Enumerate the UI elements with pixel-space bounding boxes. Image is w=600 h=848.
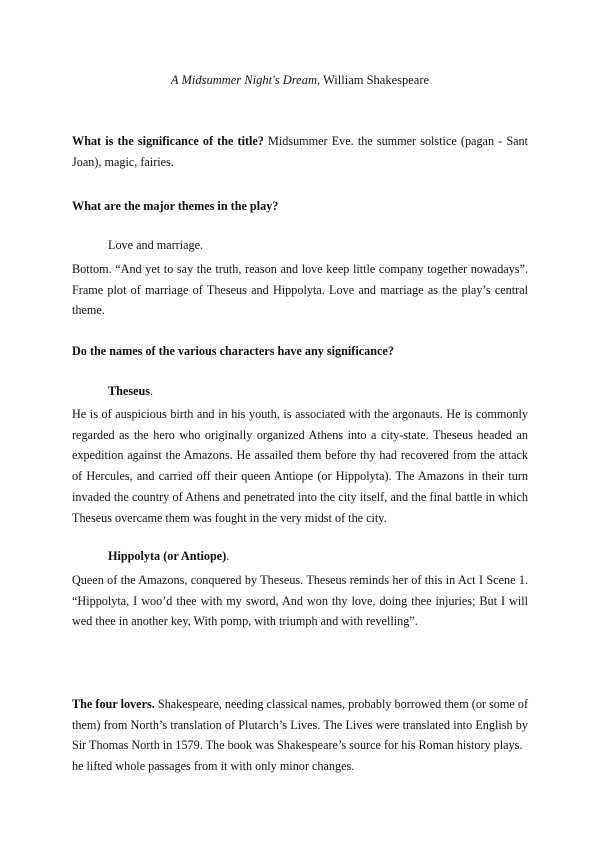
title-author: , William Shakespeare xyxy=(316,73,430,87)
q2-question: What are the major themes in the play? xyxy=(72,199,279,213)
q1-answer: Midsummer Eve. the summer solstice (pagan - Sant Joan), magic, fairies. xyxy=(72,134,528,169)
theseus-heading-punct: . xyxy=(150,384,154,398)
theme-line: theme. xyxy=(72,303,105,318)
theseus-line: invaded the country of Athens and penetrated into the city itself, and the final battle in which xyxy=(72,489,528,504)
lovers-line: he lifted whole passages from it with only minor changes. xyxy=(72,759,355,774)
q2-paragraph xyxy=(72,196,528,217)
hippolyta-body xyxy=(72,570,528,632)
theseus-heading-name: Theseus xyxy=(108,384,150,398)
hippolyta-heading-punct: . xyxy=(226,549,230,563)
lovers-first-line xyxy=(72,694,528,715)
theme-line: Frame plot of marriage of Theseus and Hippolyta. Love and marriage as the play’s central xyxy=(72,282,528,297)
q1-question: What is the significance of the title? xyxy=(72,134,264,148)
theme-line: Bottom. “And yet to say the truth, reason and love keep little company together nowadays”. xyxy=(72,262,528,276)
theme-heading: Love and marriage. xyxy=(108,238,204,252)
hippolyta-line: wed thee in another key, With pomp, with triumph and with revelling”. xyxy=(72,614,418,629)
theme-body xyxy=(72,259,528,321)
q1-paragraph xyxy=(72,131,528,172)
lovers-heading: The four lovers. xyxy=(72,697,155,711)
q3-question: Do the names of the various characters have any significance? xyxy=(72,344,394,358)
theseus-line: Theseus overcame them was fought in the very midst of the city. xyxy=(72,510,387,525)
lovers-body xyxy=(72,694,528,777)
lovers-line: them) from North’s translation of Plutarch’s Lives. The Lives were translated into English by xyxy=(72,717,528,732)
theseus-line: of Hercules, and carried off their queen Antiope (or Hippolyta). The Amazons in their turn xyxy=(72,469,528,484)
hippolyta-heading xyxy=(108,549,229,564)
document-title xyxy=(0,73,600,88)
theseus-heading xyxy=(108,384,153,399)
theseus-line: He is of auspicious birth and in his youth, is associated with the argonauts. He is commonly xyxy=(72,407,528,421)
hippolyta-heading-name: Hippolyta (or Antiope) xyxy=(108,549,227,563)
hippolyta-line: “Hippolyta, I woo’d thee with my sword, And won thy love, doing thee injuries; But I will xyxy=(72,593,528,608)
theseus-line: regarded as the hero who originally organized Athens into a city-state. Theseus headed an xyxy=(72,427,528,442)
q3-paragraph xyxy=(72,341,528,362)
hippolyta-line: Queen of the Amazons, conquered by Theseus. Theseus reminds her of this in Act I Scene 1. xyxy=(72,573,528,587)
title-play-name: A Midsummer Night's Dream xyxy=(170,73,317,87)
lovers-first-line-text: Shakespeare, needing classical names, probably borrowed them (or some of xyxy=(154,697,529,711)
lovers-line: Sir Thomas North in 1579. The book was Shakespeare’s source for his Roman history plays. xyxy=(72,738,523,753)
theseus-line: expedition against the Amazons. He assailed them before thy had recovered from the attack xyxy=(72,448,528,463)
theseus-body xyxy=(72,404,528,528)
